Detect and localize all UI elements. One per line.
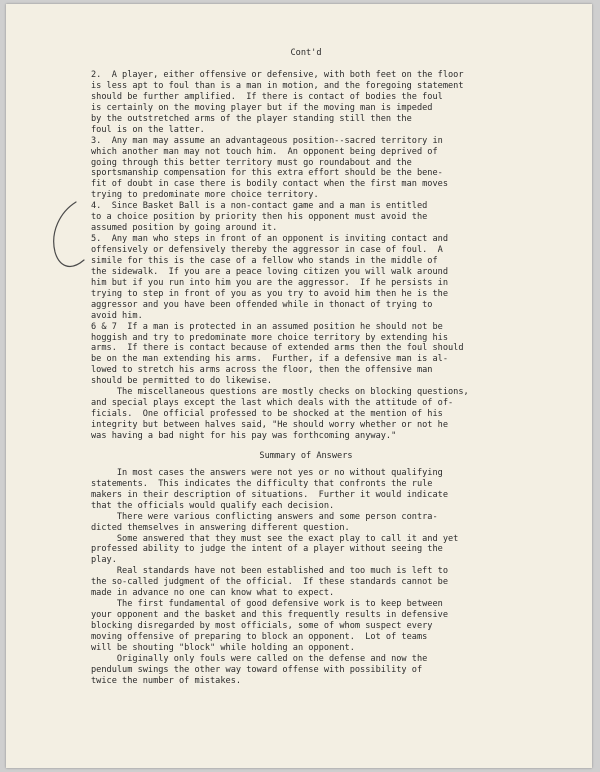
text-line: 4. Since Basket Ball is a non-contact game and a man is entitled [91,201,428,212]
text-line: be on the man extending his arms. Further, if a defensive man is al- [91,354,448,365]
text-line: by the outstretched arms of the player standing still then the [91,113,412,124]
text-line: twice the number of mistakes. [91,675,242,686]
text-line: The miscellaneous questions are mostly checks on blocking questions, [91,387,469,398]
text-line: foul is on the latter. [91,124,205,135]
pencil-bracket-mark [46,200,86,280]
text-line: blocking disregarded by most officials, some of whom suspect every [91,621,433,631]
text-line: the so-called judgment of the official. If these standards cannot be [91,577,448,588]
text-line: is certainly on the moving player but if the moving man is impeded [91,102,433,113]
text-line: to a choice position by priority then his opponent must avoid the [91,212,428,223]
text-line: made in advance no one can know what to expect. [91,588,335,599]
text-line: There were various conflicting answers and some person contra- [91,511,438,522]
text-line: offensively or defensively thereby the aggressor in case of foul. A [91,245,443,255]
text-line: lowed to stretch his arms across the floor, then the offensive man [91,365,433,376]
text-line: going through this better territory must go roundabout and the [91,157,412,168]
text-line: Some answered that they must see the exact play to call it and yet [91,533,459,544]
text-line: Real standards have not been established and too much is left to [91,566,448,577]
summary-section [91,468,521,687]
text-line: him but if you run into him you are the aggressor. If he persists in [91,277,448,288]
text-line: your opponent and the basket and this frequently results in defensive [91,610,448,621]
text-line: sportsmanship compensation for this extra effort should be the bene- [91,168,443,179]
text-line: the sidewalk. If you are a peace loving citizen you will walk around [91,266,448,277]
document-page [6,4,592,768]
text-line: should be further amplified. If there is contact of bodies the foul [91,91,443,102]
text-line: is less apt to foul than is a man in motion, and the foregoing statement [91,80,464,91]
text-line: Originally only fouls were called on the defense and now the [91,653,428,664]
text-line: will be shouting "block" while holding an opponent. [91,642,355,653]
text-line: that the officials would qualify each decision. [91,500,335,511]
text-line: pendulum swings the other way toward offense with possibility of [91,664,423,675]
text-line: trying to predominate more choice territory. [91,190,319,201]
text-line: makers in their description of situations. Further it would indicate [91,489,448,500]
text-line: 5. Any man who steps in front of an opponent is inviting contact and [91,234,448,245]
text-line: and special plays except the last which deals with the attitude of of- [91,398,454,409]
text-line: The first fundamental of good defensive work is to keep between [91,599,443,610]
page-heading: Cont'd [290,48,322,58]
text-line: integrity but between halves said, "He should worry whether or not he [91,420,448,430]
text-line: 3. Any man may assume an advantageous position--sacred territory in [91,135,443,146]
text-line: In most cases the answers were not yes or no without qualifying [91,467,443,478]
text-line: aggressor and you have been offended while in thonact of trying to [91,299,433,310]
text-line: ficials. One official professed to be shocked at the mention of his [91,409,443,420]
summary-heading: Summary of Answers [259,450,353,461]
text-line: trying to step in front of you as you try to avoid him then he is the [91,288,448,299]
text-line: fit of doubt in case there is bodily contact when the first man moves [91,179,448,190]
text-line: play. [91,555,117,566]
text-line: assumed position by going around it. [91,223,278,234]
text-line: statements. This indicates the difficulty that confronts the rule [91,478,433,489]
text-line: hoggish and try to predominate more choice territory by extending his [91,332,448,343]
text-line: avoid him. [91,310,143,321]
text-line: 2. A player, either offensive or defensive, with both feet on the floor [91,70,464,80]
text-line: should be permitted to do likewise. [91,376,273,387]
text-line: dicted themselves in answering different question. [91,522,350,533]
text-line: moving offensive of preparing to block an opponent. Lot of teams [91,631,428,642]
text-line: 6 & 7 If a man is protected in an assumed position he should not be [91,321,443,332]
text-line: was having a bad night for his pay was forthcoming anyway." [91,430,397,441]
questions-section [91,70,521,442]
text-line: professed ability to judge the intent of a player without seeing the [91,544,443,555]
text-line: simile for this is the case of a fellow who stands in the middle of [91,255,438,266]
text-line: which another man may not touch him. An opponent being deprived of [91,146,438,157]
typed-text [91,48,521,687]
text-line: arms. If there is contact because of extended arms then the foul should [91,343,464,354]
